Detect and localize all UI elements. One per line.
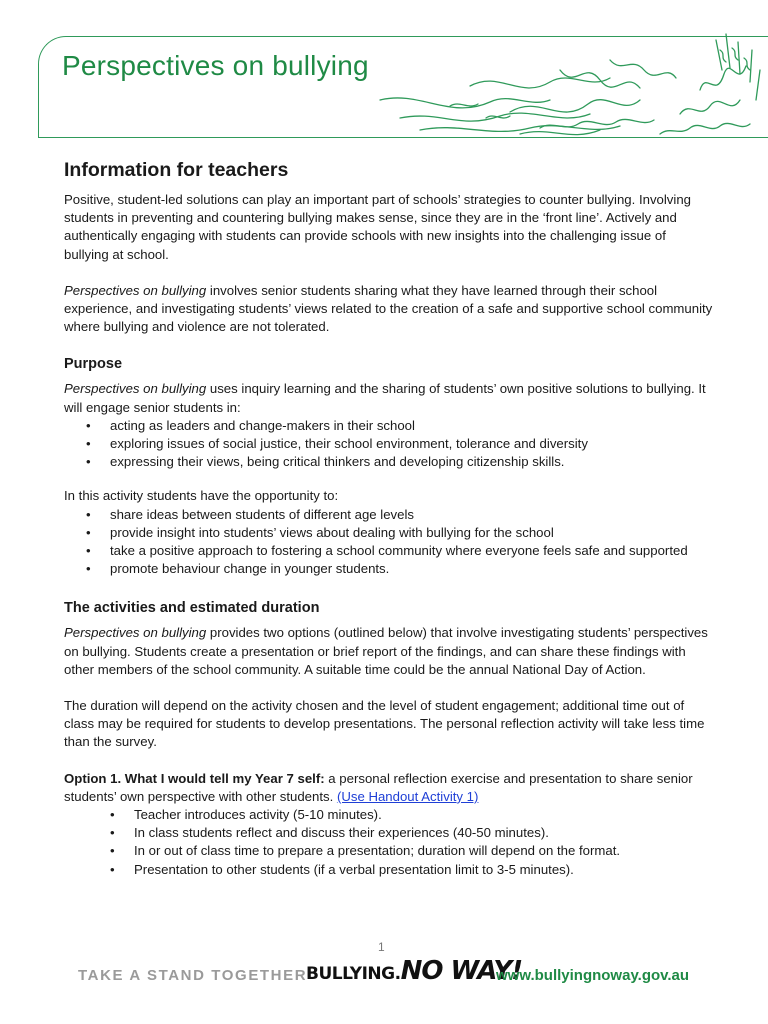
section-heading-activities: The activities and estimated duration bbox=[64, 600, 320, 617]
section-heading-purpose: Purpose bbox=[64, 356, 123, 373]
footer-slogan: TAKE A STAND TOGETHER bbox=[78, 967, 308, 984]
activities-paragraph-1-text: provides two options (outlined below) that involve investigating students’ perspectives on bullying. Students create a presentation or brief report of the findings, and can share these findings with other members of the school community. A suitable time could be the annual National Day of Action. bbox=[64, 625, 708, 677]
purpose-lead bbox=[64, 380, 714, 416]
handout-activity-1-link[interactable]: (Use Handout Activity 1) bbox=[336, 788, 479, 804]
option-1-description bbox=[64, 770, 714, 806]
logo-text-part-1: BULLYING. bbox=[306, 964, 401, 984]
list-item: • share ideas between students of different age levels bbox=[64, 506, 714, 524]
option-1-text: a personal reflection exercise and presentation to share senior students’ own perspective with other students. bbox=[64, 770, 693, 804]
list-item: • exploring issues of social justice, their school environment, tolerance and diversity bbox=[64, 435, 714, 453]
section-heading-information: Information for teachers bbox=[64, 159, 289, 181]
purpose-lead-text: uses inquiry learning and the sharing of students’ own positive solutions to bullying. It will engage senior students in: bbox=[64, 381, 706, 415]
page-number: 1 bbox=[378, 940, 385, 954]
logo-text-part-2: NO WAY! bbox=[400, 956, 523, 986]
list-item: • Teacher introduces activity (5-10 minutes). bbox=[64, 806, 714, 824]
list-item: • In class students reflect and discuss their experiences (40-50 minutes). bbox=[64, 824, 714, 842]
list-item: • expressing their views, being critical thinkers and developing citizenship skills. bbox=[64, 453, 714, 471]
main-content bbox=[64, 158, 714, 879]
program-name: Perspectives on bullying bbox=[64, 381, 207, 397]
intro-paragraph-2-text: involves senior students sharing what they have learned through their school experience, and investigating students’ views related to the creation of a safe and supportive school community where bullying and violence are not tolerated. bbox=[64, 282, 713, 335]
opportunity-list bbox=[64, 506, 714, 579]
opportunity-lead: In this activity students have the opportunity to: bbox=[64, 488, 339, 504]
program-name: Perspectives on bullying bbox=[64, 625, 207, 641]
activities-paragraph-2: The duration will depend on the activity chosen and the level of student engagement; additional time out of class may be required for students to develop presentations. The personal reflection activity will take less time than the survey. bbox=[64, 698, 705, 750]
list-item: • acting as leaders and change-makers in their school bbox=[64, 417, 714, 435]
list-item: • promote behaviour change in younger students. bbox=[64, 560, 714, 578]
bullying-no-way-logo bbox=[306, 956, 522, 986]
program-name: Perspectives on bullying bbox=[64, 282, 207, 298]
footer-website-link[interactable]: www.bullyingnoway.gov.au bbox=[496, 967, 690, 984]
page-title: Perspectives on bullying bbox=[62, 50, 369, 81]
decorative-scribble-graphic bbox=[360, 30, 768, 142]
option-1-steps bbox=[64, 806, 714, 879]
list-item: • provide insight into students’ views about dealing with bullying for the school bbox=[64, 524, 714, 542]
purpose-list bbox=[64, 417, 714, 472]
list-item: • take a positive approach to fostering a school community where everyone feels safe and supported bbox=[64, 542, 714, 560]
option-1-title: Option 1. What I would tell my Year 7 self: bbox=[64, 770, 325, 786]
intro-paragraph-2 bbox=[64, 282, 714, 337]
activities-paragraph-1 bbox=[64, 624, 714, 679]
intro-paragraph-1: Positive, student-led solutions can play an important part of schools’ strategies to counter bullying. Involving students in preventing and countering bullying makes sense, since they are in the ‘front line’. Actively and authentically engaging with students can provide schools with new insights into the challenging issue of bullying at school. bbox=[64, 192, 691, 262]
list-item: • In or out of class time to prepare a presentation; duration will depend on the format. bbox=[64, 842, 714, 860]
list-item: • Presentation to other students (if a verbal presentation limit to 3-5 minutes). bbox=[64, 861, 714, 879]
